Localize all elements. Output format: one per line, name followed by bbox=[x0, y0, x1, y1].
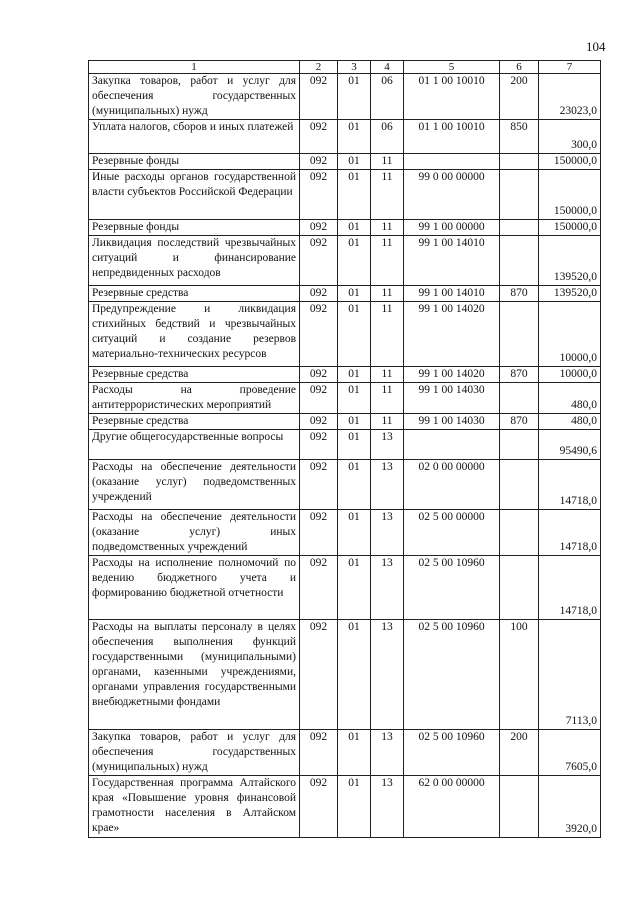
table-row bbox=[89, 286, 601, 302]
subsection-code-cell: 13 bbox=[371, 510, 404, 556]
expense-type-cell: 870 bbox=[500, 286, 539, 302]
target-article-cell bbox=[404, 154, 500, 170]
expense-name-cell: Расходы на исполнение полномочий по ведению бюджетного учета и формированию бюджетной отчетности bbox=[89, 556, 300, 620]
subsection-code-cell: 11 bbox=[371, 170, 404, 220]
subsection-code-cell: 11 bbox=[371, 383, 404, 414]
target-article-cell: 02 5 00 10960 bbox=[404, 556, 500, 620]
section-code-cell: 01 bbox=[338, 170, 371, 220]
expense-type-cell: 870 bbox=[500, 414, 539, 430]
ministry-code-cell: 092 bbox=[300, 170, 338, 220]
subsection-code-cell: 06 bbox=[371, 120, 404, 154]
expense-type-cell bbox=[500, 510, 539, 556]
subsection-code-cell: 13 bbox=[371, 430, 404, 460]
target-article-cell: 01 1 00 10010 bbox=[404, 120, 500, 154]
amount-cell: 10000,0 bbox=[539, 302, 601, 367]
expense-type-cell bbox=[500, 220, 539, 236]
amount-cell: 480,0 bbox=[539, 414, 601, 430]
section-code-cell: 01 bbox=[338, 236, 371, 286]
expense-name-cell: Расходы на выплаты персоналу в целях обеспечения выполнения функций государственными (муниципальными) органами, казенными учреждениями, органами управления государственными внебюджетными фондами bbox=[89, 620, 300, 730]
section-code-cell: 01 bbox=[338, 286, 371, 302]
ministry-code-cell: 092 bbox=[300, 302, 338, 367]
section-code-cell: 01 bbox=[338, 367, 371, 383]
section-code-cell: 01 bbox=[338, 510, 371, 556]
target-article-cell: 02 5 00 10960 bbox=[404, 730, 500, 776]
column-header: 1 bbox=[89, 61, 300, 74]
column-header: 2 bbox=[300, 61, 338, 74]
amount-cell: 7113,0 bbox=[539, 620, 601, 730]
column-header: 4 bbox=[371, 61, 404, 74]
subsection-code-cell: 13 bbox=[371, 776, 404, 838]
expense-name-cell: Государственная программа Алтайского края «Повышение уровня финансовой грамотности населения в Алтайском крае» bbox=[89, 776, 300, 838]
subsection-code-cell: 11 bbox=[371, 236, 404, 286]
target-article-cell bbox=[404, 430, 500, 460]
target-article-cell: 99 1 00 14020 bbox=[404, 367, 500, 383]
subsection-code-cell: 11 bbox=[371, 154, 404, 170]
ministry-code-cell: 092 bbox=[300, 220, 338, 236]
expense-name-cell: Закупка товаров, работ и услуг для обеспечения государственных (муниципальных) нужд bbox=[89, 74, 300, 120]
amount-cell: 95490,6 bbox=[539, 430, 601, 460]
expense-name-cell: Резервные средства bbox=[89, 286, 300, 302]
ministry-code-cell: 092 bbox=[300, 776, 338, 838]
table-row bbox=[89, 414, 601, 430]
table-row bbox=[89, 510, 601, 556]
ministry-code-cell: 092 bbox=[300, 367, 338, 383]
table-row bbox=[89, 460, 601, 510]
expense-type-cell bbox=[500, 236, 539, 286]
target-article-cell: 99 0 00 00000 bbox=[404, 170, 500, 220]
subsection-code-cell: 11 bbox=[371, 367, 404, 383]
amount-cell: 150000,0 bbox=[539, 220, 601, 236]
budget-table bbox=[88, 60, 601, 838]
section-code-cell: 01 bbox=[338, 460, 371, 510]
ministry-code-cell: 092 bbox=[300, 510, 338, 556]
ministry-code-cell: 092 bbox=[300, 730, 338, 776]
ministry-code-cell: 092 bbox=[300, 430, 338, 460]
section-code-cell: 01 bbox=[338, 220, 371, 236]
target-article-cell: 62 0 00 00000 bbox=[404, 776, 500, 838]
page-number: 104 bbox=[586, 39, 606, 54]
section-code-cell: 01 bbox=[338, 430, 371, 460]
table-row bbox=[89, 620, 601, 730]
expense-type-cell bbox=[500, 430, 539, 460]
ministry-code-cell: 092 bbox=[300, 620, 338, 730]
table-row bbox=[89, 302, 601, 367]
expense-type-cell: 850 bbox=[500, 120, 539, 154]
expense-name-cell: Резервные средства bbox=[89, 367, 300, 383]
ministry-code-cell: 092 bbox=[300, 74, 338, 120]
expense-name-cell: Предупреждение и ликвидация стихийных бедствий и чрезвычайных ситуаций и создание резервов материально-технических ресурсов bbox=[89, 302, 300, 367]
section-code-cell: 01 bbox=[338, 74, 371, 120]
amount-cell: 14718,0 bbox=[539, 460, 601, 510]
ministry-code-cell: 092 bbox=[300, 460, 338, 510]
section-code-cell: 01 bbox=[338, 383, 371, 414]
amount-cell: 10000,0 bbox=[539, 367, 601, 383]
expense-type-cell: 870 bbox=[500, 367, 539, 383]
amount-cell: 300,0 bbox=[539, 120, 601, 154]
section-code-cell: 01 bbox=[338, 730, 371, 776]
amount-cell: 23023,0 bbox=[539, 74, 601, 120]
section-code-cell: 01 bbox=[338, 414, 371, 430]
expense-type-cell bbox=[500, 776, 539, 838]
ministry-code-cell: 092 bbox=[300, 383, 338, 414]
expense-type-cell: 200 bbox=[500, 74, 539, 120]
ministry-code-cell: 092 bbox=[300, 236, 338, 286]
amount-cell: 7605,0 bbox=[539, 730, 601, 776]
target-article-cell: 99 1 00 00000 bbox=[404, 220, 500, 236]
target-article-cell: 99 1 00 14010 bbox=[404, 236, 500, 286]
expense-name-cell: Расходы на обеспечение деятельности (оказание услуг) иных подведомственных учреждений bbox=[89, 510, 300, 556]
ministry-code-cell: 092 bbox=[300, 556, 338, 620]
ministry-code-cell: 092 bbox=[300, 120, 338, 154]
target-article-cell: 99 1 00 14020 bbox=[404, 302, 500, 367]
expense-name-cell: Иные расходы органов государственной власти субъектов Российской Федерации bbox=[89, 170, 300, 220]
column-header: 6 bbox=[500, 61, 539, 74]
section-code-cell: 01 bbox=[338, 120, 371, 154]
table-row bbox=[89, 430, 601, 460]
section-code-cell: 01 bbox=[338, 154, 371, 170]
header-row bbox=[89, 61, 601, 74]
table-row bbox=[89, 367, 601, 383]
amount-cell: 14718,0 bbox=[539, 510, 601, 556]
table-row bbox=[89, 120, 601, 154]
section-code-cell: 01 bbox=[338, 776, 371, 838]
subsection-code-cell: 06 bbox=[371, 74, 404, 120]
expense-type-cell bbox=[500, 170, 539, 220]
column-header: 7 bbox=[539, 61, 601, 74]
amount-cell: 14718,0 bbox=[539, 556, 601, 620]
section-code-cell: 01 bbox=[338, 302, 371, 367]
table-row bbox=[89, 730, 601, 776]
section-code-cell: 01 bbox=[338, 556, 371, 620]
expense-type-cell: 200 bbox=[500, 730, 539, 776]
expense-type-cell: 100 bbox=[500, 620, 539, 730]
expense-name-cell: Резервные средства bbox=[89, 414, 300, 430]
subsection-code-cell: 11 bbox=[371, 286, 404, 302]
ministry-code-cell: 092 bbox=[300, 154, 338, 170]
expense-type-cell bbox=[500, 383, 539, 414]
amount-cell: 139520,0 bbox=[539, 286, 601, 302]
expense-name-cell: Расходы на обеспечение деятельности (оказание услуг) подведомственных учреждений bbox=[89, 460, 300, 510]
ministry-code-cell: 092 bbox=[300, 286, 338, 302]
expense-type-cell bbox=[500, 460, 539, 510]
subsection-code-cell: 13 bbox=[371, 620, 404, 730]
table-row bbox=[89, 154, 601, 170]
amount-cell: 150000,0 bbox=[539, 154, 601, 170]
target-article-cell: 99 1 00 14030 bbox=[404, 383, 500, 414]
expense-name-cell: Резервные фонды bbox=[89, 154, 300, 170]
target-article-cell: 01 1 00 10010 bbox=[404, 74, 500, 120]
subsection-code-cell: 11 bbox=[371, 414, 404, 430]
table-row bbox=[89, 556, 601, 620]
target-article-cell: 02 5 00 00000 bbox=[404, 510, 500, 556]
table-row bbox=[89, 383, 601, 414]
subsection-code-cell: 13 bbox=[371, 730, 404, 776]
expense-name-cell: Закупка товаров, работ и услуг для обеспечения государственных (муниципальных) нужд bbox=[89, 730, 300, 776]
amount-cell: 150000,0 bbox=[539, 170, 601, 220]
table-row bbox=[89, 220, 601, 236]
target-article-cell: 02 0 00 00000 bbox=[404, 460, 500, 510]
expense-name-cell: Другие общегосударственные вопросы bbox=[89, 430, 300, 460]
expense-type-cell bbox=[500, 154, 539, 170]
table-row bbox=[89, 74, 601, 120]
amount-cell: 3920,0 bbox=[539, 776, 601, 838]
target-article-cell: 99 1 00 14010 bbox=[404, 286, 500, 302]
subsection-code-cell: 13 bbox=[371, 460, 404, 510]
column-header: 3 bbox=[338, 61, 371, 74]
amount-cell: 480,0 bbox=[539, 383, 601, 414]
expense-name-cell: Резервные фонды bbox=[89, 220, 300, 236]
subsection-code-cell: 13 bbox=[371, 556, 404, 620]
table-row bbox=[89, 236, 601, 286]
expense-name-cell: Ликвидация последствий чрезвычайных ситуаций и финансирование непредвиденных расходов bbox=[89, 236, 300, 286]
expense-name-cell: Уплата налогов, сборов и иных платежей bbox=[89, 120, 300, 154]
table-row bbox=[89, 776, 601, 838]
amount-cell: 139520,0 bbox=[539, 236, 601, 286]
column-header: 5 bbox=[404, 61, 500, 74]
section-code-cell: 01 bbox=[338, 620, 371, 730]
subsection-code-cell: 11 bbox=[371, 220, 404, 236]
table-row bbox=[89, 170, 601, 220]
subsection-code-cell: 11 bbox=[371, 302, 404, 367]
target-article-cell: 02 5 00 10960 bbox=[404, 620, 500, 730]
expense-type-cell bbox=[500, 556, 539, 620]
ministry-code-cell: 092 bbox=[300, 414, 338, 430]
expense-type-cell bbox=[500, 302, 539, 367]
target-article-cell: 99 1 00 14030 bbox=[404, 414, 500, 430]
expense-name-cell: Расходы на проведение антитеррористических мероприятий bbox=[89, 383, 300, 414]
